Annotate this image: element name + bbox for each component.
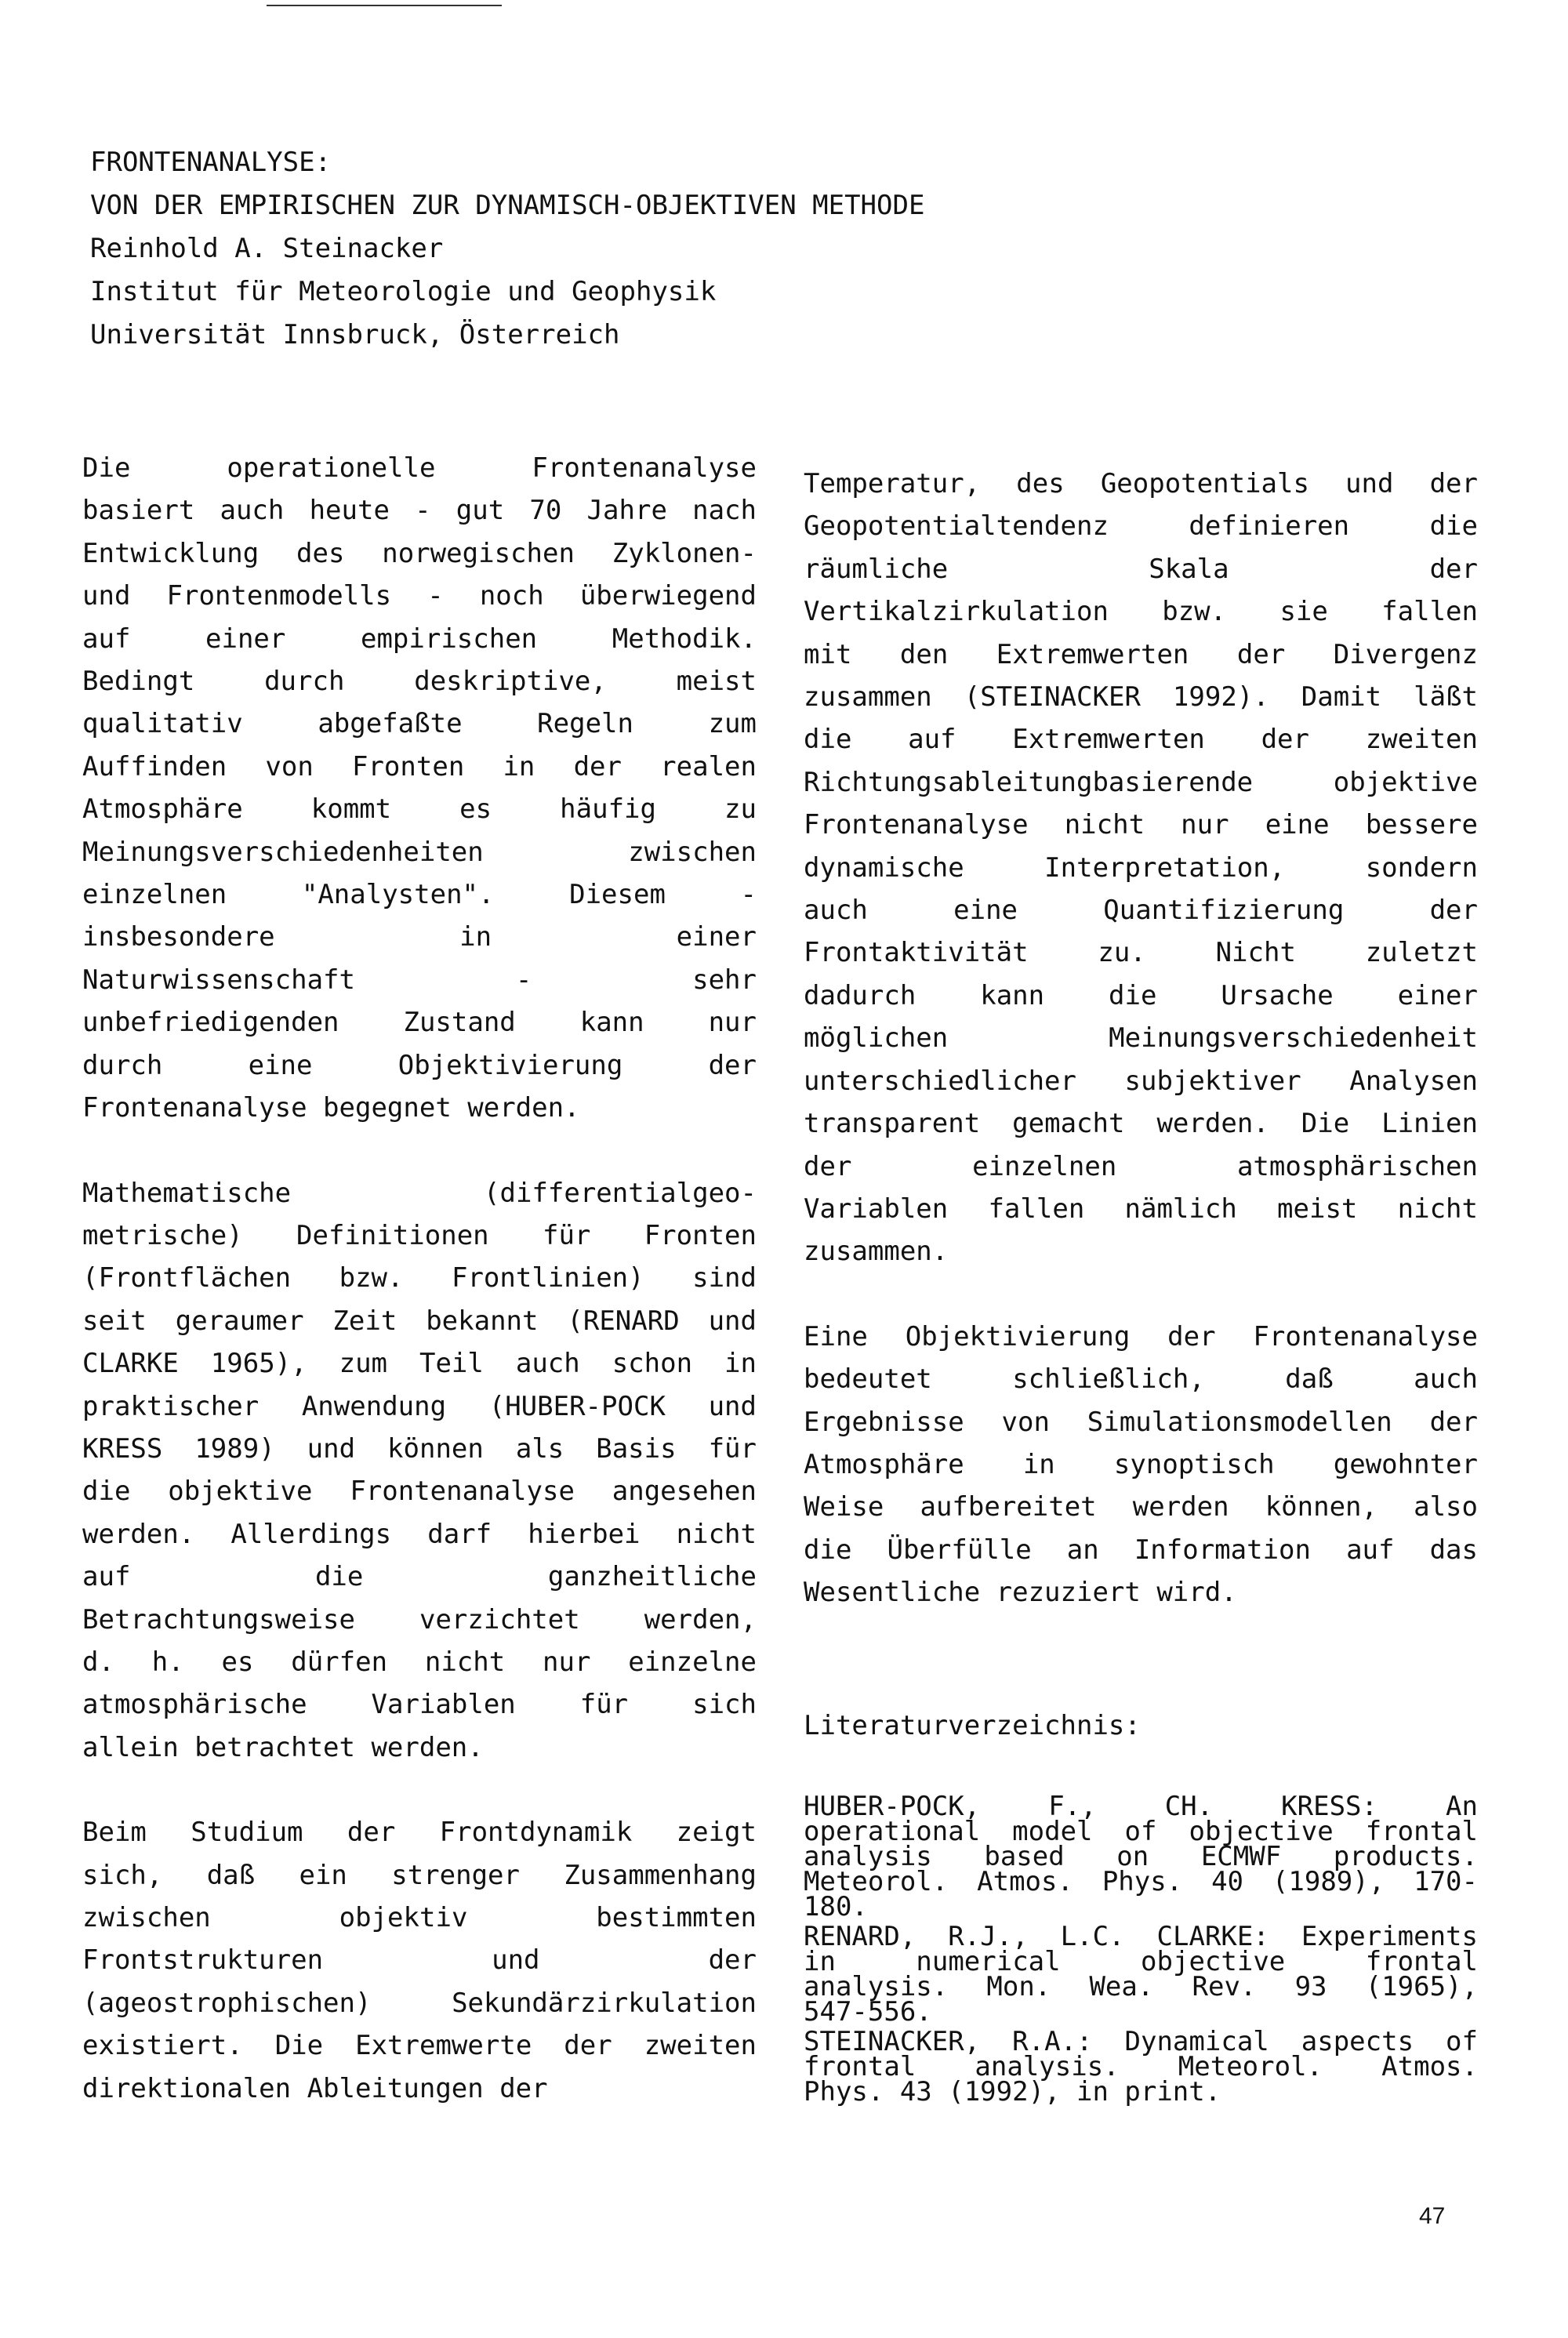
- text-line: HUBER-POCK, F., CH. KRESS: An: [804, 1790, 1478, 1822]
- text-line: Richtungsableitungbasierende objektive: [804, 766, 1478, 798]
- text-line: in numerical objective frontal: [804, 1945, 1478, 1977]
- text-line: basiert auch heute - gut 70 Jahre nach: [82, 495, 757, 527]
- text-line: seit geraumer Zeit bekannt (RENARD und: [82, 1305, 757, 1337]
- text-line: Temperatur, des Geopotentials und der: [804, 468, 1478, 499]
- text-line: und Frontenmodells - noch überwiegend: [82, 580, 757, 612]
- right-column: [804, 463, 1478, 2109]
- text-line: auch eine Quantifizierung der: [804, 895, 1478, 927]
- paragraph: [82, 1172, 757, 1770]
- text-line: insbesondere in einer: [82, 921, 757, 953]
- top-rule: [267, 5, 502, 6]
- text-line: Atmosphäre kommt es häufig zu: [82, 793, 757, 826]
- text-line: metrische) Definitionen für Fronten: [82, 1219, 757, 1251]
- text-line: Vertikalzirkulation bzw. sie fallen: [804, 596, 1478, 628]
- text-line: durch eine Objektivierung der: [82, 1049, 757, 1081]
- text-line: einzelnen "Analysten". Diesem -: [82, 879, 757, 911]
- text-line: (ageostrophischen) Sekundärzirkulation: [82, 1987, 757, 2019]
- text-line: Ergebnisse von Simulationsmodellen der: [804, 1406, 1478, 1438]
- text-line: Phys. 43 (1992), in print.: [804, 2075, 1221, 2107]
- text-line: Meteorol. Atmos. Phys. 40 (1989), 170-: [804, 1865, 1478, 1897]
- page-number: 47: [1419, 2203, 1446, 2229]
- text-line: analysis based on ECMWF products.: [804, 1840, 1478, 1872]
- paragraph: [804, 463, 1478, 1273]
- text-line: sich, daß ein strenger Zusammenhang: [82, 1859, 757, 1891]
- text-line: die Überfülle an Information auf das: [804, 1534, 1478, 1566]
- paragraph: [82, 1811, 757, 2110]
- reference-entry: [804, 1790, 1478, 1922]
- references-list: [804, 1790, 1478, 2107]
- text-line: Frontaktivität zu. Nicht zuletzt: [804, 937, 1478, 969]
- text-line: Atmosphäre in synoptisch gewohnter: [804, 1448, 1478, 1480]
- text-line: dynamische Interpretation, sondern: [804, 851, 1478, 884]
- text-line: analysis. Mon. Wea. Rev. 93 (1965),: [804, 1970, 1478, 2002]
- text-line: zusammen (STEINACKER 1992). Damit läßt: [804, 681, 1478, 713]
- text-line: die objektive Frontenanalyse angesehen: [82, 1476, 757, 1508]
- reference-entry: [804, 1920, 1478, 2028]
- left-column: [82, 447, 757, 2110]
- text-line: Frontenanalyse begegnet werden.: [82, 1092, 580, 1124]
- text-line: 180.: [804, 1890, 868, 1922]
- text-line: (Frontflächen bzw. Frontlinien) sind: [82, 1262, 757, 1294]
- title-line-1: FRONTENANALYSE:: [90, 147, 332, 178]
- text-line: mit den Extremwerten der Divergenz: [804, 638, 1478, 670]
- text-line: Die operationelle Frontenanalyse: [82, 452, 757, 484]
- text-line: zwischen objektiv bestimmten: [82, 1902, 757, 1933]
- text-line: Beim Studium der Frontdynamik zeigt: [82, 1817, 757, 1849]
- text-line: STEINACKER, R.A.: Dynamical aspects of: [804, 2025, 1478, 2057]
- text-line: unbefriedigenden Zustand kann nur: [82, 1007, 757, 1039]
- text-line: Auffinden von Fronten in der realen: [82, 750, 757, 782]
- references-heading: Literaturverzeichnis:: [804, 1709, 1141, 1741]
- text-line: RENARD, R.J., L.C. CLARKE: Experiments: [804, 1920, 1478, 1952]
- text-line: Variablen fallen nämlich meist nicht: [804, 1193, 1478, 1225]
- text-line: 547-556.: [804, 1995, 932, 2028]
- text-line: bedeutet schließlich, daß auch: [804, 1363, 1478, 1396]
- text-line: atmosphärische Variablen für sich: [82, 1689, 757, 1721]
- text-line: Meinungsverschiedenheiten zwischen: [82, 836, 757, 868]
- text-line: auf einer empirischen Methodik.: [82, 623, 757, 655]
- text-line: existiert. Die Extremwerte der zweiten: [82, 2030, 757, 2062]
- text-line: räumliche Skala der: [804, 553, 1478, 585]
- text-line: die auf Extremwerten der zweiten: [804, 724, 1478, 756]
- author-university: Universität Innsbruck, Österreich: [90, 319, 620, 350]
- author-name: Reinhold A. Steinacker: [90, 233, 444, 264]
- paragraph: [804, 1316, 1478, 1614]
- text-line: auf die ganzheitliche: [82, 1561, 757, 1593]
- text-line: Geopotentialtendenz definieren die: [804, 510, 1478, 543]
- text-line: Frontstrukturen und der: [82, 1944, 757, 1977]
- text-line: Frontenanalyse nicht nur eine bessere: [804, 809, 1478, 841]
- text-line: qualitativ abgefaßte Regeln zum: [82, 708, 757, 740]
- author-institute: Institut für Meteorologie und Geophysik: [90, 276, 717, 307]
- text-line: d. h. es dürfen nicht nur einzelne: [82, 1646, 757, 1678]
- text-line: der einzelnen atmosphärischen: [804, 1150, 1478, 1182]
- text-line: dadurch kann die Ursache einer: [804, 979, 1478, 1011]
- text-line: transparent gemacht werden. Die Linien: [804, 1108, 1478, 1140]
- text-line: zusammen.: [804, 1236, 949, 1268]
- text-line: KRESS 1989) und können als Basis für: [82, 1432, 757, 1465]
- text-line: direktionalen Ableitungen der: [82, 2072, 548, 2104]
- text-line: Weise aufbereitet werden können, also: [804, 1491, 1478, 1523]
- text-line: Betrachtungsweise verzichtet werden,: [82, 1603, 757, 1636]
- title-line-2: VON DER EMPIRISCHEN ZUR DYNAMISCH-OBJEKTIVEN METHODE: [90, 190, 925, 221]
- text-line: möglichen Meinungsverschiedenheit: [804, 1022, 1478, 1055]
- text-line: Entwicklung des norwegischen Zyklonen-: [82, 537, 757, 569]
- article-header: [90, 141, 1109, 357]
- text-line: Eine Objektivierung der Frontenanalyse: [804, 1320, 1478, 1352]
- text-line: praktischer Anwendung (HUBER-POCK und: [82, 1390, 757, 1422]
- text-line: Mathematische (differentialgeo-: [82, 1177, 757, 1209]
- text-line: CLARKE 1965), zum Teil auch schon in: [82, 1348, 757, 1380]
- text-line: unterschiedlicher subjektiver Analysen: [804, 1065, 1478, 1097]
- text-line: frontal analysis. Meteorol. Atmos.: [804, 2050, 1478, 2082]
- reference-entry: [804, 2025, 1478, 2107]
- text-line: Bedingt durch deskriptive, meist: [82, 666, 757, 698]
- paragraph: [82, 447, 757, 1130]
- text-line: Naturwissenschaft - sehr: [82, 964, 757, 996]
- text-line: werden. Allerdings darf hierbei nicht: [82, 1518, 757, 1550]
- text-line: Wesentliche rezuziert wird.: [804, 1577, 1237, 1609]
- text-line: allein betrachtet werden.: [82, 1731, 484, 1763]
- text-line: operational model of objective frontal: [804, 1815, 1478, 1847]
